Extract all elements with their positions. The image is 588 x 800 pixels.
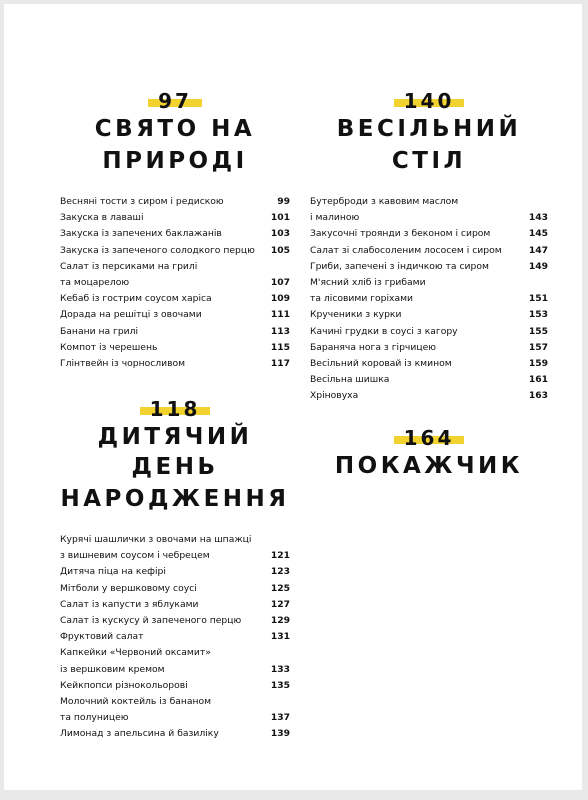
recipe-title: Хріновуха (310, 390, 359, 402)
recipe-entry (60, 710, 290, 726)
recipe-page-number: 143 (528, 212, 548, 224)
recipe-title: Кейкпопси різнокольорові (60, 679, 188, 691)
recipe-page-number: 111 (270, 309, 290, 321)
recipe-entry (60, 694, 290, 710)
recipe-entry (60, 194, 290, 210)
recipe-entry (310, 275, 548, 291)
section-svyato-na-pryrodi (60, 90, 290, 372)
recipe-page-number: 161 (528, 374, 548, 386)
section-title-line: НАРОДЖЕННЯ (60, 486, 290, 512)
recipe-title: Закуска в лаваші (60, 212, 144, 224)
recipe-entry (310, 372, 548, 388)
section-vesilnyi-stil (310, 90, 548, 405)
recipe-entry (60, 548, 290, 564)
recipe-entry (60, 226, 290, 242)
recipe-entry (310, 340, 548, 356)
recipe-page-number: 101 (270, 212, 290, 224)
recipe-title: та моцарелою (60, 277, 130, 289)
section-page-number: 97 (152, 90, 198, 112)
recipe-title: Лимонад з апельсина й базиліку (60, 728, 219, 740)
recipe-title: Банани на грилі (60, 325, 139, 337)
recipe-list (60, 194, 290, 372)
section-title-line: СТІЛ (391, 148, 467, 174)
recipe-page-number: 145 (528, 228, 548, 240)
recipe-page-number: 103 (270, 228, 290, 240)
recipe-title: Закусочні троянди з беконом і сиром (310, 228, 491, 240)
recipe-entry (60, 678, 290, 694)
recipe-title: Курячі шашлички з овочами на шпажці (60, 534, 252, 545)
recipe-page-number: 105 (270, 244, 290, 256)
section-dytiachyi-den-narodzhennia (60, 398, 290, 743)
recipe-title: та лісовими горіхами (310, 293, 414, 305)
recipe-title: та полуницею (60, 712, 129, 724)
recipe-entry (60, 726, 290, 742)
recipe-page-number: 133 (270, 663, 290, 675)
section-title-line: ВЕСІЛЬНИЙ (336, 116, 522, 142)
recipe-title: Глінтвейн із чорносливом (60, 358, 186, 370)
recipe-title: Бутерброди з кавовим маслом (310, 196, 459, 207)
recipe-title: із вершковим кремом (60, 663, 165, 675)
recipe-entry (310, 307, 548, 323)
recipe-page-number: 151 (528, 293, 548, 305)
recipe-page-number: 157 (528, 341, 548, 353)
recipe-entry (60, 324, 290, 340)
recipe-list (310, 194, 548, 405)
recipe-entry (60, 210, 290, 226)
recipe-title: Молочний коктейль із бананом (60, 696, 212, 708)
recipe-title: Закуска із запеченого солодкого перцю (60, 244, 255, 256)
recipe-entry (310, 324, 548, 340)
recipe-list (60, 532, 290, 743)
recipe-title: М'ясний хліб із грибами (310, 277, 426, 289)
section-page-number: 140 (398, 90, 461, 112)
recipe-page-number: 159 (528, 358, 548, 370)
recipe-entry (60, 645, 290, 661)
section-title-line: ДИТЯЧИЙ ДЕНЬ (97, 424, 253, 480)
book-page (4, 4, 582, 790)
recipe-title: Весільний коровай із кмином (310, 358, 452, 370)
recipe-entry (310, 243, 548, 259)
recipe-entry (310, 226, 548, 242)
recipe-page-number: 125 (270, 582, 290, 594)
recipe-entry (60, 532, 290, 548)
recipe-title: Весняні тости з сиром і редискою (60, 196, 224, 207)
section-page-number: 118 (144, 398, 207, 420)
recipe-title: Дитяча піца на кефірі (60, 566, 166, 578)
section-pokazhchyk (310, 427, 548, 481)
recipe-entry (60, 613, 290, 629)
recipe-entry (310, 259, 548, 275)
recipe-page-number: 113 (270, 325, 290, 337)
recipe-entry (60, 356, 290, 372)
recipe-page-number: 131 (270, 631, 290, 643)
recipe-page-number: 123 (270, 566, 290, 578)
recipe-entry (60, 597, 290, 613)
recipe-title: Баранячa нога з гірчицею (310, 341, 436, 353)
recipe-title: і малиною (310, 212, 360, 224)
recipe-page-number: 115 (270, 341, 290, 353)
recipe-title: Салат із персиками на грилі (60, 260, 198, 272)
recipe-entry (310, 291, 548, 307)
section-header (310, 427, 548, 481)
recipe-title: Дорада на решітці з овочами (60, 309, 202, 321)
recipe-entry (60, 340, 290, 356)
recipe-entry (310, 194, 548, 210)
recipe-title: Салат із кускусу й запеченого перцю (60, 615, 242, 627)
recipe-entry (310, 388, 548, 404)
section-header (60, 90, 290, 176)
recipe-page-number: 147 (528, 244, 548, 256)
recipe-title: Салат із капусти з яблуками (60, 598, 199, 610)
recipe-title: Крученики з курки (310, 309, 402, 321)
recipe-entry (60, 564, 290, 580)
section-title-line: ПРИРОДІ (102, 148, 248, 174)
recipe-entry (60, 581, 290, 597)
recipe-title: Фруктовий салат (60, 631, 144, 643)
section-title-line: ПОКАЖЧИК (334, 453, 524, 479)
recipe-entry (310, 210, 548, 226)
recipe-title: Компот із черешень (60, 341, 158, 353)
section-header (60, 398, 290, 514)
recipe-page-number: 139 (270, 728, 290, 740)
recipe-title: Качині грудки в соусі з кагору (310, 325, 458, 337)
recipe-entry (310, 356, 548, 372)
recipe-entry (60, 307, 290, 323)
recipe-entry (60, 259, 290, 275)
section-page-number: 164 (398, 427, 461, 449)
recipe-entry (60, 662, 290, 678)
recipe-page-number: 129 (270, 615, 290, 627)
recipe-title: з вишневим соусом і чебрецем (60, 550, 210, 562)
recipe-page-number: 155 (528, 325, 548, 337)
recipe-title: Капкейки «Червоний оксамит» (60, 647, 211, 659)
recipe-title: Салат зі слабосоленим лососем і сиром (310, 244, 502, 256)
recipe-page-number: 107 (270, 277, 290, 289)
recipe-page-number: 137 (270, 712, 290, 724)
recipe-page-number: 99 (277, 196, 290, 207)
recipe-page-number: 127 (270, 598, 290, 610)
section-header (310, 90, 548, 176)
recipe-page-number: 135 (270, 679, 290, 691)
recipe-entry (60, 291, 290, 307)
recipe-page-number: 121 (270, 550, 290, 562)
recipe-entry (60, 629, 290, 645)
recipe-entry (60, 243, 290, 259)
recipe-title: Весільна шишка (310, 374, 390, 386)
recipe-title: Мітболи у вершковому соусі (60, 582, 197, 594)
recipe-page-number: 163 (528, 390, 548, 402)
recipe-title: Кебаб із гострим соусом харіса (60, 293, 212, 305)
recipe-page-number: 153 (528, 309, 548, 321)
recipe-page-number: 109 (270, 293, 290, 305)
recipe-title: Закуска із запечених баклажанів (60, 228, 222, 240)
recipe-entry (60, 275, 290, 291)
section-title-line: СВЯТО НА (94, 116, 256, 142)
recipe-title: Гриби, запечені з індичкою та сиром (310, 260, 489, 272)
recipe-page-number: 149 (528, 260, 548, 272)
recipe-page-number: 117 (270, 358, 290, 370)
